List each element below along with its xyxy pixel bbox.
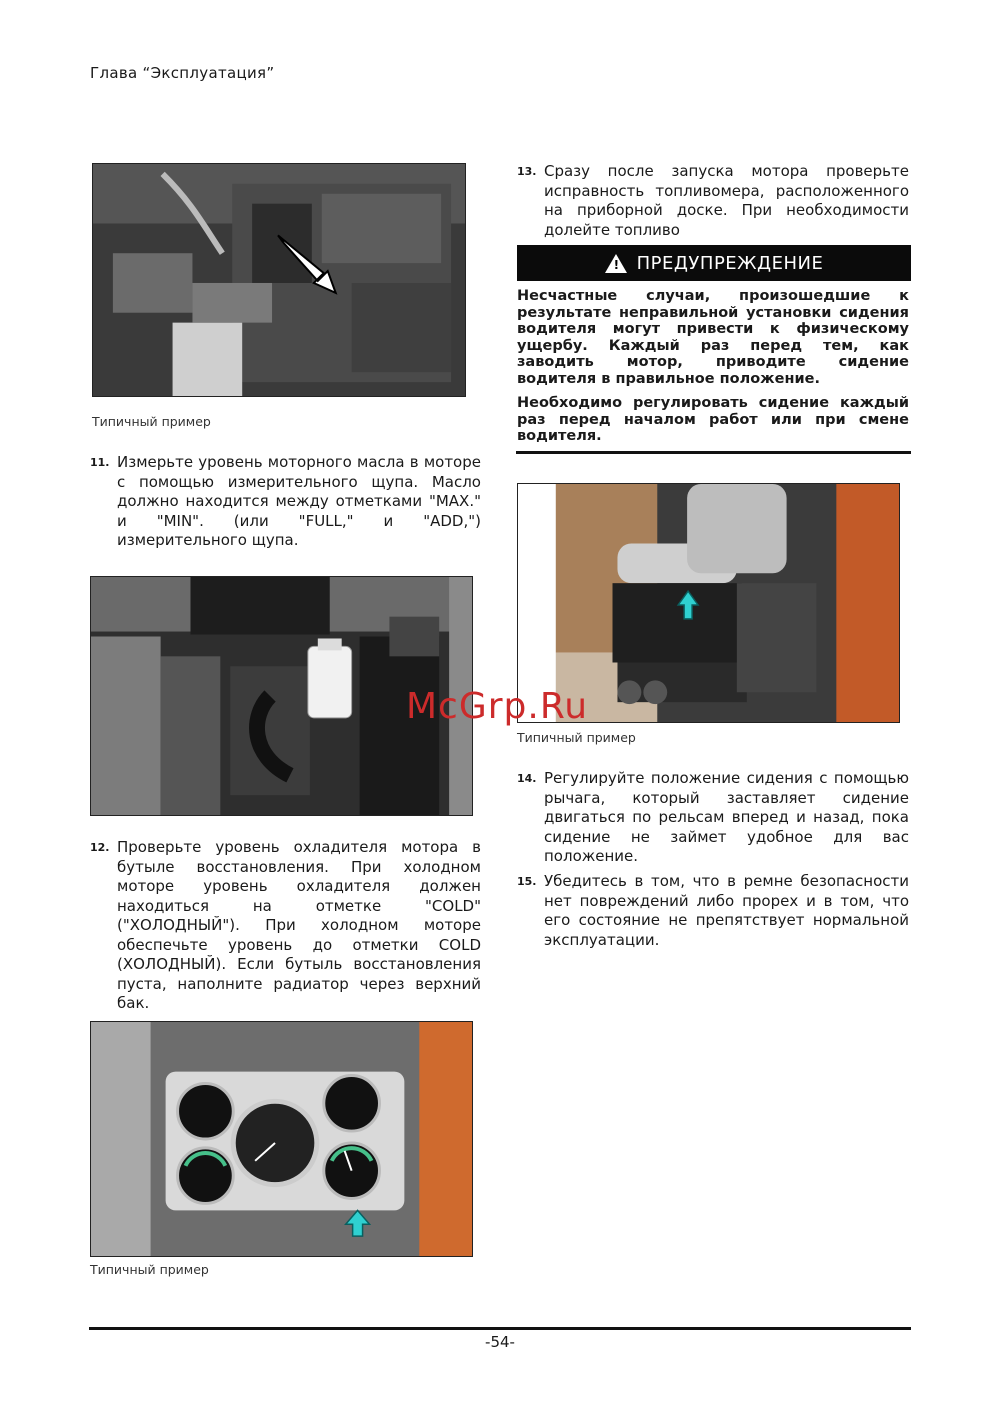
- watermark-text: McGrp.Ru: [406, 686, 589, 727]
- warning-banner: [517, 245, 911, 281]
- step-14: [517, 769, 909, 869]
- step-number: 11.: [90, 456, 110, 469]
- photo-caption-3: Типичный пример: [90, 1262, 209, 1277]
- warning-divider: [516, 451, 911, 454]
- page-number: -54-: [485, 1333, 515, 1351]
- warning-icon: !: [605, 254, 627, 273]
- warning-paragraph-2: Необходимо регулировать сидение каждый раз перед началом работ или при смене водителя.: [517, 395, 909, 444]
- step-15: [517, 872, 909, 952]
- step-12: [90, 838, 481, 1013]
- photo-caption-4: Типичный пример: [517, 730, 636, 745]
- step-text: Измерьте уровень моторного масла в моторе с помощью измерительного щупа. Масло должно находится между отметками "MAX." и "MIN". (или "FULL," и "ADD,") измерительного щупа.: [117, 453, 481, 549]
- instrument-panel-photo: [90, 1021, 473, 1257]
- step-11: [90, 453, 481, 553]
- footer-rule: [89, 1327, 911, 1330]
- step-text: Регулируйте положение сидения с помощью рычага, который заставляет сидение двигаться по рельсам вперед и назад, пока сидение не займет удобное для вас положение.: [544, 769, 909, 865]
- step-13: [517, 162, 909, 242]
- step-text: Сразу после запуска мотора проверьте исправность топливомера, расположенного на приборной доске. При необходимости долейте топливо: [544, 162, 909, 239]
- chapter-header: Глава “Эксплуатация”: [90, 64, 275, 82]
- step-number: 15.: [517, 875, 537, 888]
- step-number: 12.: [90, 841, 110, 854]
- step-number: 13.: [517, 165, 537, 178]
- step-number: 14.: [517, 772, 537, 785]
- engine-dipstick-photo: [92, 163, 466, 397]
- step-text: Проверьте уровень охладителя мотора в бутыле восстановления. При холодном моторе уровень охладителя должен находиться на отметке "COLD" ("ХОЛОДНЫЙ"). При холодном моторе обеспечьте уровень до отметки COLD (ХОЛОДНЫЙ). Если бутыль восстановления пуста, наполните радиатор через верхний бак.: [117, 838, 481, 1012]
- photo-caption-1: Типичный пример: [92, 414, 211, 429]
- warning-title: ПРЕДУПРЕЖДЕНИЕ: [636, 252, 824, 274]
- warning-paragraph-1: Несчастные случаи, произошедшие к результате неправильной установки сидения водителя могут привести к физическому ущербу. Каждый раз перед тем, как заводить мотор, приводите сидение водителя в правильное положение.: [517, 288, 909, 387]
- step-text: Убедитесь в том, что в ремне безопасности нет повреждений либо прорех и в том, что его состояние не препятствует нормальной эксплуатации.: [544, 872, 909, 949]
